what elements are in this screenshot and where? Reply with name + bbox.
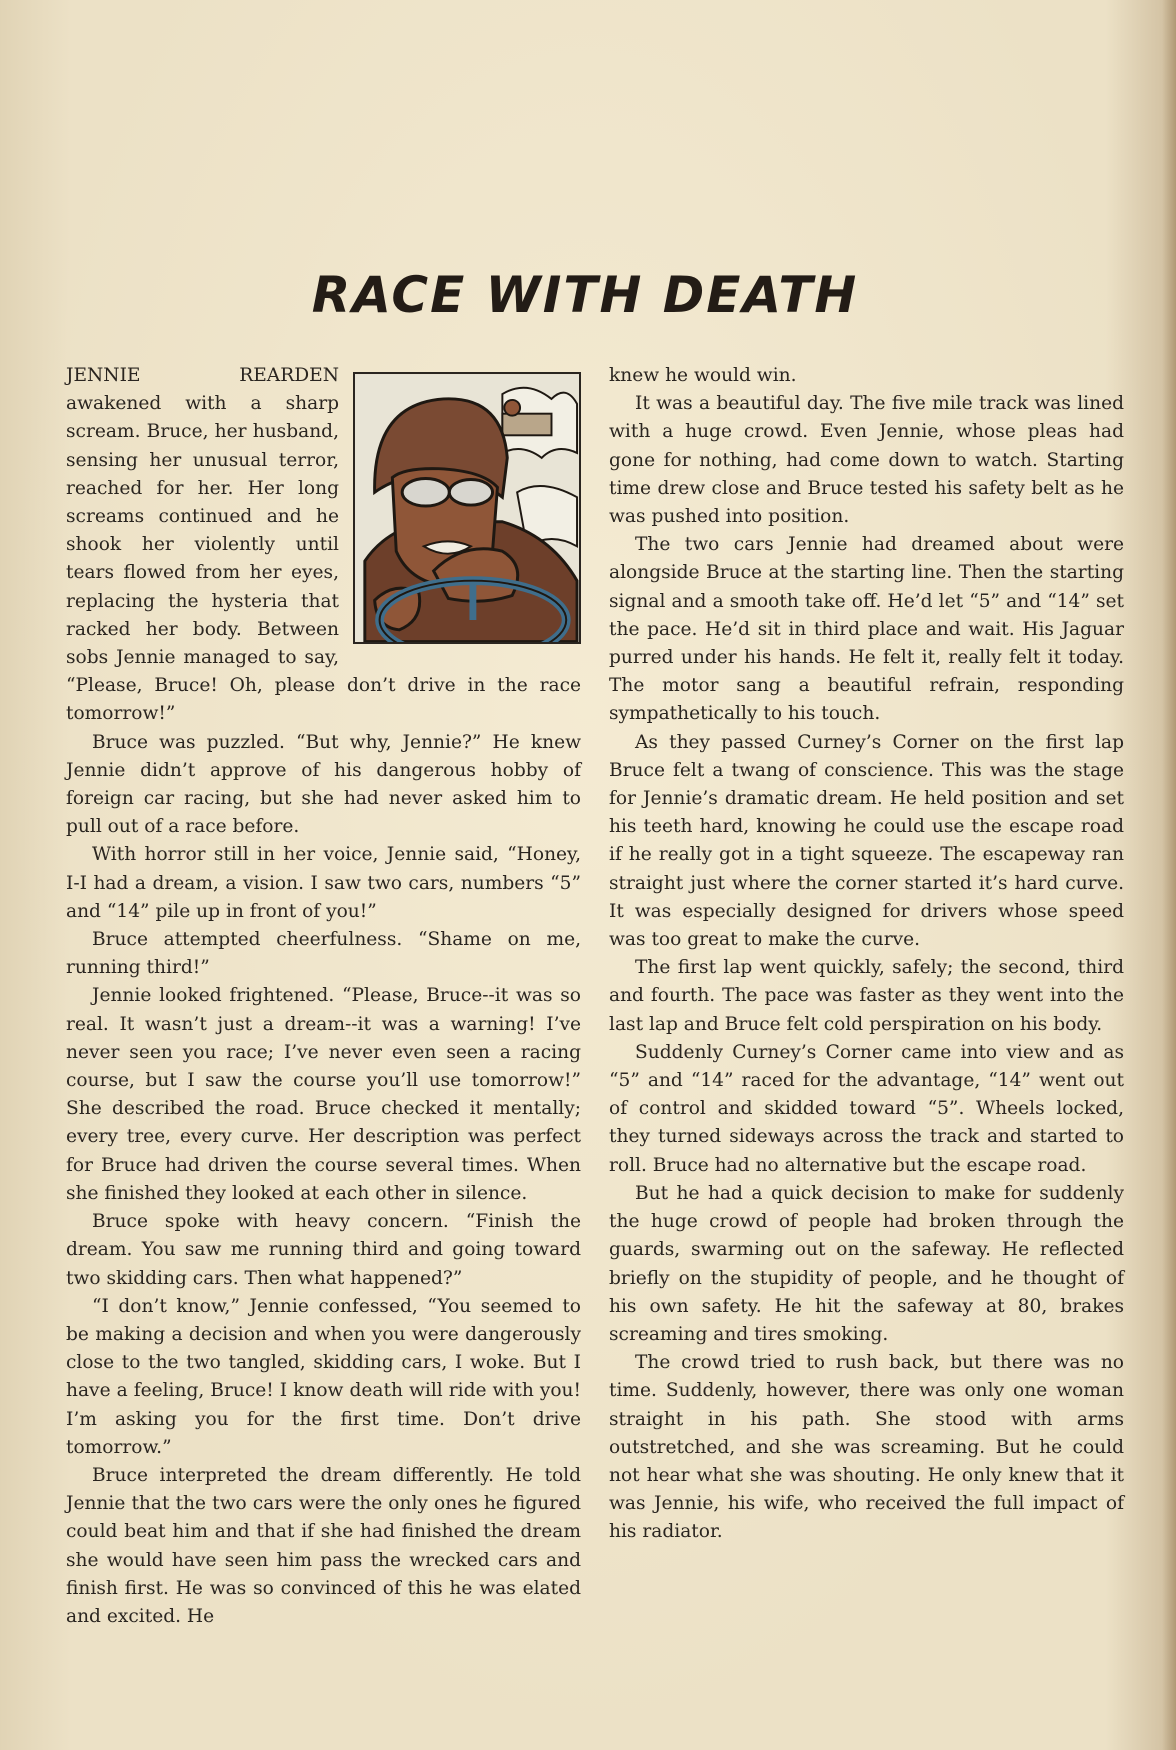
paragraph: The crowd tried to rush back, but there was no time. Suddenly, however, there was only one woman straight in his path. She stood with arms outstretched, and she was screaming. But he could not hear what she was shouting. He only knew that it was Jennie, his wife, who received the full impact of his radiator. [609,1352,1124,1543]
paragraph: It was a beautiful day. The five mile track was lined with a huge crowd. Even Jennie, whose pleas had gone for nothing, had come down to watch. Starting time drew close and Bruce tested his safety belt as he was pushed into position. [609,393,1124,528]
right-column [609,362,1124,1547]
paragraph: But he had a quick decision to make for suddenly the huge crowd of people had broken through the guards, swarming out on the safeway. He reflected briefly on the stupidity of people, and he thought of his own safety. He hit the safeway at 80, brakes screaming and tires smoking. [609,1182,1124,1345]
paragraph: Bruce attempted cheerfulness. “Shame on me, running third!” [66,929,581,979]
paragraph: The first lap went quickly, safely; the second, third and fourth. The pace was faster as they went into the last lap and Bruce felt cold perspiration on his body. [609,957,1124,1035]
paragraph: As they passed Curney’s Corner on the first lap Bruce felt a twang of conscience. This was the stage for Jennie’s dramatic dream. He held position and set his teeth hard, knowing he could use the escape road if he really got in a tight squeeze. The escapeway ran straight just where the corner started it’s hard curve. It was especially designed for drivers whose speed was too great to make the curve. [609,731,1124,951]
paragraph: JENNIE REARDEN awakened with a sharp scream. Bruce, her husband, sensing her unusual terror, reached for her. Her long screams continued and he shook her violently until tears flowed from her eyes, replacing the hysteria that racked her body. Between sobs Jennie managed to say, “Please, Bruce! Oh, please don’t drive in the race tomorrow!” [66,365,581,725]
paragraph: With horror still in her voice, Jennie said, “Honey, I-I had a dream, a vision. I saw two cars, numbers “5” and “14” pile up in front of you!” [66,844,581,922]
left-column [66,362,581,1631]
paragraph: Bruce spoke with heavy concern. “Finish the dream. You saw me running third and going toward two skidding cars. Then what happened?” [66,1211,581,1289]
story-title: RACE WITH DEATH [311,265,859,324]
paragraph: Suddenly Curney’s Corner came into view and as “5” and “14” raced for the advantage, “14” went out of control and skidded toward “5”. Wheels locked, they turned sideways across the track and started to roll. Bruce had no alternative but the escape road. [609,1041,1124,1176]
paragraph: Bruce interpreted the dream differently. He told Jennie that the two cars were the only ones he figured could beat him and that if she had finished the dream she would have seen him pass the wrecked cars and finish first. He was so convinced of this he was elated and excited. He [66,1464,581,1627]
paragraph: “I don’t know,” Jennie confessed, “You seemed to be making a decision and when you were dangerously close to the two tangled, skidding cars, I woke. But I have a feeling, Bruce! I know death will ride with you! I’m asking you for the first time. Don’t drive tomorrow.” [66,1295,581,1458]
paragraph: The two cars Jennie had dreamed about were alongside Bruce at the starting line. Then the starting signal and a smooth take off. He’d let “5” and “14” set the pace. He’d sit in third place and wait. His Jaguar purred under his hands. He felt it, really felt it today. The motor sang a beautiful refrain, responding sympathetically to his touch. [609,534,1124,725]
paragraph: Jennie looked frightened. “Please, Bruce--it was so real. It wasn’t just a dream--it was a warning! I’ve never seen you race; I’ve never even seen a racing course, but I saw the course you’ll use tomorrow!” She described the road. Bruce checked it mentally; every tree, every curve. Her description was perfect for Bruce had driven the course several times. When she finished they looked at each other in silence. [66,985,581,1204]
racing-driver-illustration [353,372,581,644]
paragraph: Bruce was puzzled. “But why, Jennie?” He knew Jennie didn’t approve of his dangerous hobby of foreign car racing, but she had never asked him to pull out of a race before. [66,731,581,838]
paragraph: knew he would win. [609,365,797,386]
page-edge-shadow [1162,0,1176,1750]
